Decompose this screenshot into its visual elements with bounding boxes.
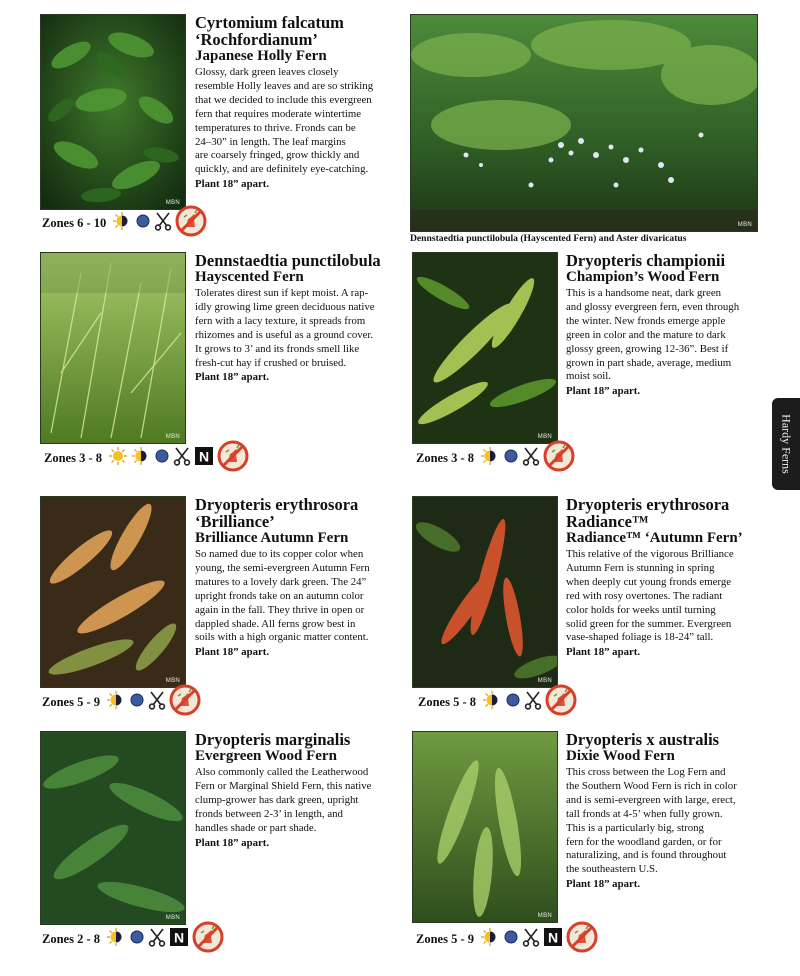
entry-evergreen-wood-fern — [195, 731, 405, 850]
zones-label: Zones 5 - 9 — [416, 931, 474, 946]
hayscented-image — [41, 253, 185, 443]
photo-credit: MBN — [537, 913, 552, 919]
photo-evergreen-wood-fern — [40, 731, 186, 925]
zones-row — [418, 687, 580, 717]
photo-champions-wood-fern — [412, 252, 558, 444]
description: Tolerates direst sun if kept moist. A rap- idly growing lime green deciduous native fern with a lacy texture, it spreads from rhizomes and is useful as a ground cover. It grows to 3’ and its fronds smell like fresh-cut hay if crushed or bruised. — [195, 287, 375, 369]
planting-spacing: Plant 18” apart. — [195, 836, 270, 849]
planting-spacing: Plant 18” apart. — [566, 385, 641, 398]
entry-brilliance-autumn-fern — [195, 496, 405, 659]
native-icon — [543, 927, 563, 952]
svg-text:N: N — [198, 448, 210, 464]
zones-label: Zones 3 - 8 — [416, 450, 474, 465]
photo-japanese-holly-fern — [40, 14, 186, 210]
section-tab-label: Hardy Ferns — [779, 414, 794, 474]
holly-fern-image — [41, 15, 185, 209]
photo-credit: MBN — [165, 915, 180, 921]
shade-icon — [135, 213, 151, 234]
cut-flower-icon — [154, 211, 172, 236]
photo-credit: MBN — [165, 200, 180, 206]
zones-label: Zones 5 - 8 — [418, 694, 476, 709]
photo-credit: MBN — [537, 434, 552, 440]
part-sun-icon — [482, 690, 502, 715]
photo-feature-hayscented-aster — [410, 14, 758, 232]
radiance-image — [413, 497, 557, 687]
zones-row — [44, 443, 252, 473]
deer-resistant-icon — [192, 921, 224, 958]
shade-icon — [503, 929, 519, 950]
shade-icon — [129, 692, 145, 713]
photo-radiance-autumn-fern — [412, 496, 558, 688]
part-sun-icon — [106, 927, 126, 952]
common-name: Radiance™ ‘Autumn Fern’ — [566, 530, 743, 546]
description: So named due to its copper color when young, the semi-evergreen Autumn Fern matures to a lovely dark green. The 24” upright fronds take on an autumn color again in the fall. They thrive in open or dappled shade. All ferns grow best in soils with a high organic matter content. — [195, 548, 370, 644]
planting-spacing: Plant 18” apart. — [195, 178, 270, 191]
feature-image — [411, 15, 757, 231]
cultivar-name: Radiance™ — [566, 512, 649, 531]
entry-hayscented-fern — [195, 252, 405, 384]
common-name: Japanese Holly Fern — [195, 48, 327, 64]
zones-label: Zones 3 - 8 — [44, 450, 102, 465]
planting-spacing: Plant 18” apart. — [566, 646, 641, 659]
deer-resistant-icon — [566, 921, 598, 958]
cut-flower-icon — [524, 690, 542, 715]
scientific-name: Dennstaedtia punctilobula — [195, 251, 381, 270]
champion-image — [413, 253, 557, 443]
sun-icon — [108, 446, 128, 471]
svg-text:N: N — [547, 929, 559, 945]
part-sun-icon — [106, 690, 126, 715]
scientific-name: Cyrtomium falcatum — [195, 13, 344, 32]
scientific-name: Dryopteris championii — [566, 251, 726, 270]
shade-icon — [503, 448, 519, 469]
zones-label: Zones 2 - 8 — [42, 931, 100, 946]
photo-brilliance-autumn-fern — [40, 496, 186, 688]
brilliance-image — [41, 497, 185, 687]
scientific-name: Dryopteris erythrosora — [566, 495, 730, 514]
photo-credit: MBN — [165, 678, 180, 684]
cultivar-name: ‘Rochfordianum’ — [195, 30, 318, 49]
shade-icon — [505, 692, 521, 713]
common-name: Evergreen Wood Fern — [195, 748, 337, 764]
zones-label: Zones 5 - 9 — [42, 694, 100, 709]
common-name: Brilliance Autumn Fern — [195, 530, 349, 546]
common-name: Dixie Wood Fern — [566, 748, 675, 764]
description: Also commonly called the Leatherwood Fern or Marginal Shield Fern, this native clump-grower has dark green, upright fronds between 2-3’ in length, and handles shade or part shade. — [195, 766, 372, 834]
marginalis-image — [41, 732, 185, 924]
australis-image — [413, 732, 557, 922]
svg-text:N: N — [173, 929, 185, 945]
zones-row — [416, 443, 578, 473]
part-sun-icon — [112, 211, 132, 236]
description: This relative of the vigorous Brilliance Autumn Fern is stunning in spring when deeply cut young fronds emerge red with rosy overtones. The radiant color holds for weeks until turning solid green for the summer. Evergreen vase-shaped foliage is 18-24” tall. — [566, 548, 734, 644]
description: This is a handsome neat, dark green and glossy evergreen fern, even through the winter. New fronds emerge apple green in color and the mature to dark glossy green, growing 12-36”. Best if grown in part shade, average, medium moist soil. — [566, 287, 740, 383]
photo-hayscented-fern — [40, 252, 186, 444]
part-sun-icon — [131, 446, 151, 471]
zones-row — [42, 687, 204, 717]
entry-champions-wood-fern — [566, 252, 766, 398]
zones-row — [416, 924, 601, 954]
planting-spacing: Plant 18” apart. — [195, 371, 270, 384]
deer-resistant-icon — [217, 440, 249, 477]
cut-flower-icon — [148, 690, 166, 715]
deer-resistant-icon — [543, 440, 575, 477]
photo-dixie-wood-fern — [412, 731, 558, 923]
feature-caption: Dennstaedtia punctilobula (Hayscented Fern) and Aster divaricatus — [410, 233, 687, 244]
shade-icon — [129, 929, 145, 950]
common-name: Champion’s Wood Fern — [566, 269, 720, 285]
planting-spacing: Plant 18” apart. — [195, 646, 270, 659]
scientific-name: Dryopteris erythrosora — [195, 495, 359, 514]
cut-flower-icon — [522, 446, 540, 471]
scientific-name: Dryopteris x australis — [566, 730, 720, 749]
zones-label: Zones 6 - 10 — [42, 215, 107, 230]
native-icon — [194, 446, 214, 471]
photo-credit: MBN — [537, 678, 552, 684]
cut-flower-icon — [522, 927, 540, 952]
deer-resistant-icon — [169, 684, 201, 721]
photo-credit: MBN — [165, 434, 180, 440]
shade-icon — [154, 448, 170, 469]
entry-radiance-autumn-fern — [566, 496, 766, 659]
cultivar-name: ‘Brilliance’ — [195, 512, 275, 531]
deer-resistant-icon — [545, 684, 577, 721]
entry-japanese-holly-fern — [195, 14, 405, 191]
section-tab — [772, 398, 800, 490]
entry-dixie-wood-fern — [566, 731, 766, 891]
native-icon — [169, 927, 189, 952]
part-sun-icon — [480, 927, 500, 952]
planting-spacing: Plant 18” apart. — [566, 878, 641, 891]
scientific-name: Dryopteris marginalis — [195, 730, 351, 749]
cut-flower-icon — [148, 927, 166, 952]
cut-flower-icon — [173, 446, 191, 471]
deer-resistant-icon — [175, 205, 207, 242]
zones-row — [42, 208, 210, 238]
zones-row — [42, 924, 227, 954]
photo-credit: MBN — [737, 222, 752, 228]
part-sun-icon — [480, 446, 500, 471]
description: This cross between the Log Fern and the Southern Wood Fern is rich in color and is semi-evergreen with large, erect, tall fronds at 4-5’ when fully grown. This is a particularly big, strong fern for the woodland garden, or for naturalizing, and is found throughout the southeastern U.S. — [566, 766, 737, 876]
common-name: Hayscented Fern — [195, 269, 304, 285]
description: Glossy, dark green leaves closely resemble Holly leaves and are so striking that we decided to include this evergreen fern that requires moderate wintertime temperatures to thrive. Fronds can be 24–30” in length. The leaf margins are coarsely fringed, grow thickly and quickly, and are definitely eye-catching. — [195, 66, 374, 176]
